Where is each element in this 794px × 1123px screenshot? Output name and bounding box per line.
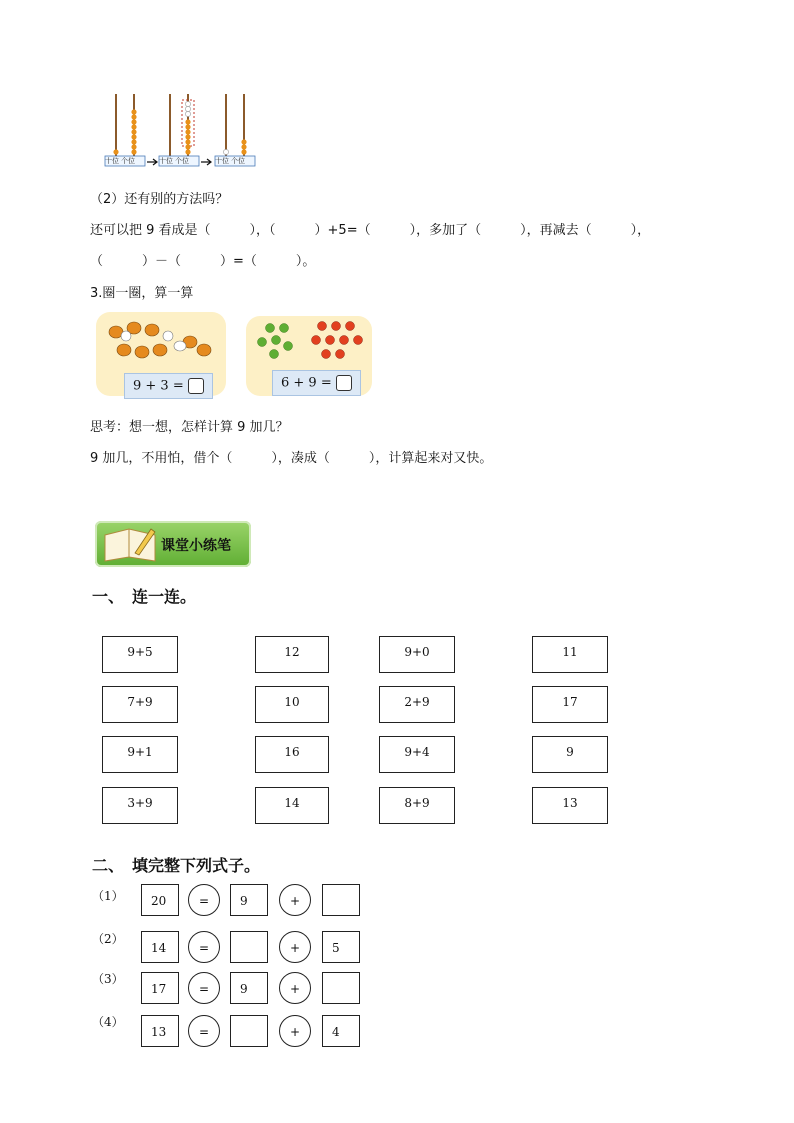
question-number: （3）: [92, 972, 124, 986]
equation-strip-apples: [272, 370, 361, 396]
abacus-1-tens-label: 十位: [105, 157, 119, 165]
match-box-c3-r3[interactable]: 9+4: [379, 736, 455, 773]
abacus-1-ones-label: 个位: [121, 157, 135, 165]
match-box-c3-r4[interactable]: 8+9: [379, 787, 455, 824]
answer-box-apples[interactable]: [336, 375, 352, 391]
sum-box[interactable]: 17: [141, 972, 179, 1004]
rule-sentence: 9 加几，不用怕，借个（ ），凑成（ ），计算起来对又快。: [90, 451, 493, 466]
addend-box-1[interactable]: 9: [230, 972, 268, 1004]
abacus-2-tens-label: 十位: [159, 157, 173, 165]
abacus-3-tens-label: 十位: [215, 157, 229, 165]
plus-circle[interactable]: +: [279, 931, 311, 963]
equals-circle[interactable]: =: [188, 884, 220, 916]
equals-circle[interactable]: =: [188, 972, 220, 1004]
question-number: （4）: [92, 1015, 124, 1029]
think-question: 思考：想一想，怎样计算 9 加几？: [90, 420, 289, 435]
equals-circle[interactable]: =: [188, 1015, 220, 1047]
sum-box[interactable]: 20: [141, 884, 179, 916]
addend-box-2[interactable]: [322, 972, 360, 1004]
match-box-c4-r3[interactable]: 9: [532, 736, 608, 773]
match-box-c3-r1[interactable]: 9+0: [379, 636, 455, 673]
match-box-c1-r2[interactable]: 7+9: [102, 686, 178, 723]
match-box-c1-r3[interactable]: 9+1: [102, 736, 178, 773]
match-box-c2-r2[interactable]: 10: [255, 686, 329, 723]
cats-icon: [104, 316, 214, 366]
plus-circle[interactable]: +: [279, 884, 311, 916]
abacus-2-ones-label: 个位: [175, 157, 189, 165]
addend-box-2[interactable]: 4: [322, 1015, 360, 1047]
question-number: （1）: [92, 889, 124, 903]
equation-strip-cats: [124, 373, 213, 399]
plus-circle[interactable]: +: [279, 1015, 311, 1047]
addend-box-2[interactable]: [322, 884, 360, 916]
match-box-c2-r1[interactable]: 12: [255, 636, 329, 673]
sum-box[interactable]: 14: [141, 931, 179, 963]
q2-line-2: （ ）－（ ）=（ ）。: [90, 254, 316, 269]
match-box-c1-r4[interactable]: 3+9: [102, 787, 178, 824]
notebook-pencil-icon: [101, 523, 159, 565]
section1-title: 一、 连一连。: [92, 587, 197, 606]
practice-banner: [95, 521, 251, 567]
apples-icon: [252, 318, 370, 364]
q2-title: （2）还有别的方法吗？: [90, 192, 229, 207]
equation-cats: 9 + 3 =: [133, 378, 188, 394]
addend-box-2[interactable]: 5: [322, 931, 360, 963]
addend-box-1[interactable]: 9: [230, 884, 268, 916]
match-box-c4-r4[interactable]: 13: [532, 787, 608, 824]
match-box-c3-r2[interactable]: 2+9: [379, 686, 455, 723]
q2-line-1: 还可以把 9 看成是（ ），（ ）+5=（ ），多加了（ ），再减去（ ），: [90, 223, 651, 238]
match-box-c2-r4[interactable]: 14: [255, 787, 329, 824]
practice-banner-label: 课堂小练笔: [161, 538, 231, 554]
match-box-c4-r1[interactable]: 11: [532, 636, 608, 673]
equation-apples: 6 + 9 =: [281, 375, 336, 391]
plus-circle[interactable]: +: [279, 972, 311, 1004]
sum-box[interactable]: 13: [141, 1015, 179, 1047]
section2-title: 二、 填完整下列式子。: [92, 856, 261, 875]
addend-box-1[interactable]: [230, 931, 268, 963]
question-number: （2）: [92, 932, 124, 946]
abacus-3-ones-label: 个位: [231, 157, 245, 165]
equals-circle[interactable]: =: [188, 931, 220, 963]
q3-title: 3.圈一圈，算一算: [90, 286, 194, 301]
match-box-c4-r2[interactable]: 17: [532, 686, 608, 723]
match-box-c1-r1[interactable]: 9+5: [102, 636, 178, 673]
match-box-c2-r3[interactable]: 16: [255, 736, 329, 773]
addend-box-1[interactable]: [230, 1015, 268, 1047]
answer-box-cats[interactable]: [188, 378, 204, 394]
